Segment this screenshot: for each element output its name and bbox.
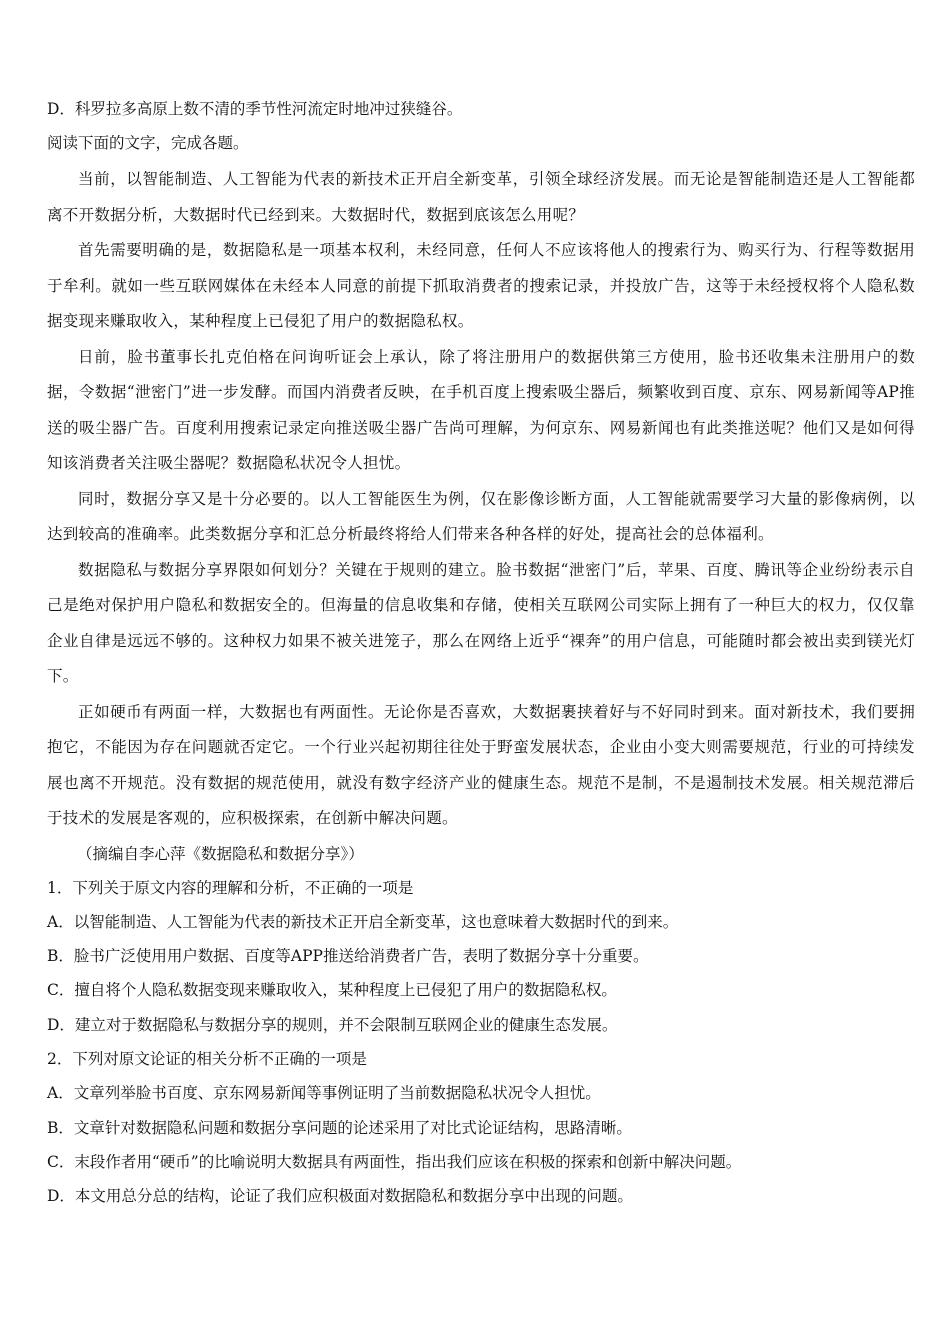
source-note: （摘编自李心萍《数据隐私和数据分享》） (77, 844, 364, 863)
passage-paragraph-5: 数据隐私与数据分享界限如何划分？关键在于规则的建立。脸书数据“泄密门”后，苹果、百度、腾讯等企业纷纷表示自己是绝对保护用户隐私和数据安全的。但海量的信息收集和存储，使相关互联网公司实际上拥有了一种巨大的权力，仅仅靠企业自律是远远不够的。这种权力如果不被关进笼子，那么在网络上近乎“裸奔”的用户信息，可能随时都会被出卖到镁光灯下。 (47, 560, 915, 685)
option-c: C．擅自将个人隐私数据变现来赚取收入，某种程度上已侵犯了用户的数据隐私权。 (47, 981, 617, 1000)
passage (47, 162, 915, 871)
passage-paragraph-1: 当前，以智能制造、人工智能为代表的新技术正开启全新变革，引领全球经济发展。而无论是智能制造还是人工智能都离不开数据分析，大数据时代已经到来。大数据时代，数据到底该怎么用呢？ (47, 170, 915, 224)
option-a: A．以智能制造、人工智能为代表的新技术正开启全新变革，这也意味着大数据时代的到来。 (47, 912, 679, 931)
option-a: A．文章列举脸书百度、京东网易新闻等事例证明了当前数据隐私状况令人担忧。 (47, 1084, 601, 1103)
question-2 (47, 1042, 915, 1213)
passage-paragraph-2: 首先需要明确的是，数据隐私是一项基本权利，未经同意，任何人不应该将他人的搜索行为、购买行为、行程等数据用于牟利。就如一些互联网媒体在未经本人同意的前提下抓取消费者的搜索记录，并投放广告，这等于未经授权将个人隐私数据变现来赚取收入，某种程度上已侵犯了用户的数据隐私权。 (47, 241, 915, 330)
passage-paragraph-4: 同时，数据分享又是十分必要的。以人工智能医生为例，仅在影像诊断方面，人工智能就需要学习大量的影像病例，以达到较高的准确率。此类数据分享和汇总分析最终将给人们带来各种各样的好处，提高社会的总体福利。 (47, 489, 915, 543)
question-stem: 2．下列对原文论证的相关分析不正确的一项是 (47, 1049, 367, 1068)
previous-option-d: D．科罗拉多高原上数不清的季节性河流定时地冲过狭缝谷。 (47, 100, 463, 118)
option-b: B．文章针对数据隐私问题和数据分享问题的论述采用了对比式论证结构，思路清晰。 (47, 1118, 632, 1137)
option-d: D．本文用总分总的结构，论证了我们应积极面对数据隐私和数据分享中出现的问题。 (47, 1187, 633, 1206)
passage-paragraph-6: 正如硬币有两面一样，大数据也有两面性。无论你是否喜欢，大数据裹挟着好与不好同时到来。面对新技术，我们要拥抱它，不能因为存在问题就否定它。一个行业兴起初期往往处于野蛮发展状态，企业由小变大则需要规范，行业的可持续发展也离不开规范。没有数据的规范使用，就没有数字经济产业的健康生态。规范不是制，不是遏制技术发展。相关规范滞后于技术的发展是客观的，应积极探索，在创新中解决问题。 (47, 702, 915, 827)
reading-instruction: 阅读下面的文字，完成各题。 (47, 134, 249, 152)
document-page (47, 98, 915, 1213)
question-1 (47, 871, 915, 1042)
passage-paragraph-3: 日前，脸书董事长扎克伯格在问询听证会上承认，除了将注册用户的数据供第三方使用，脸书还收集未注册用户的数据，令数据“泄密门”进一步发酵。而国内消费者反映，在手机百度上搜索吸尘器后，频繁收到百度、京东、网易新闻等AP推送的吸尘器广告。百度利用搜索记录定向推送吸尘器广告尚可理解，为何京东、网易新闻也有此类推送呢？他们又是如何得知该消费者关注吸尘器呢？数据隐私状况令人担忧。 (47, 347, 915, 472)
option-b: B．脸书广泛使用用户数据、百度等APP推送给消费者广告，表明了数据分享十分重要。 (47, 947, 649, 966)
question-stem: 1．下列关于原文内容的理解和分析，不正确的一项是 (47, 878, 414, 897)
option-c: C．末段作者用“硬币”的比喻说明大数据具有两面性，指出我们应该在积极的探索和创新中解决问题。 (47, 1152, 742, 1171)
option-d: D．建立对于数据隐私与数据分享的规则，并不会限制互联网企业的健康生态发展。 (47, 1015, 618, 1034)
